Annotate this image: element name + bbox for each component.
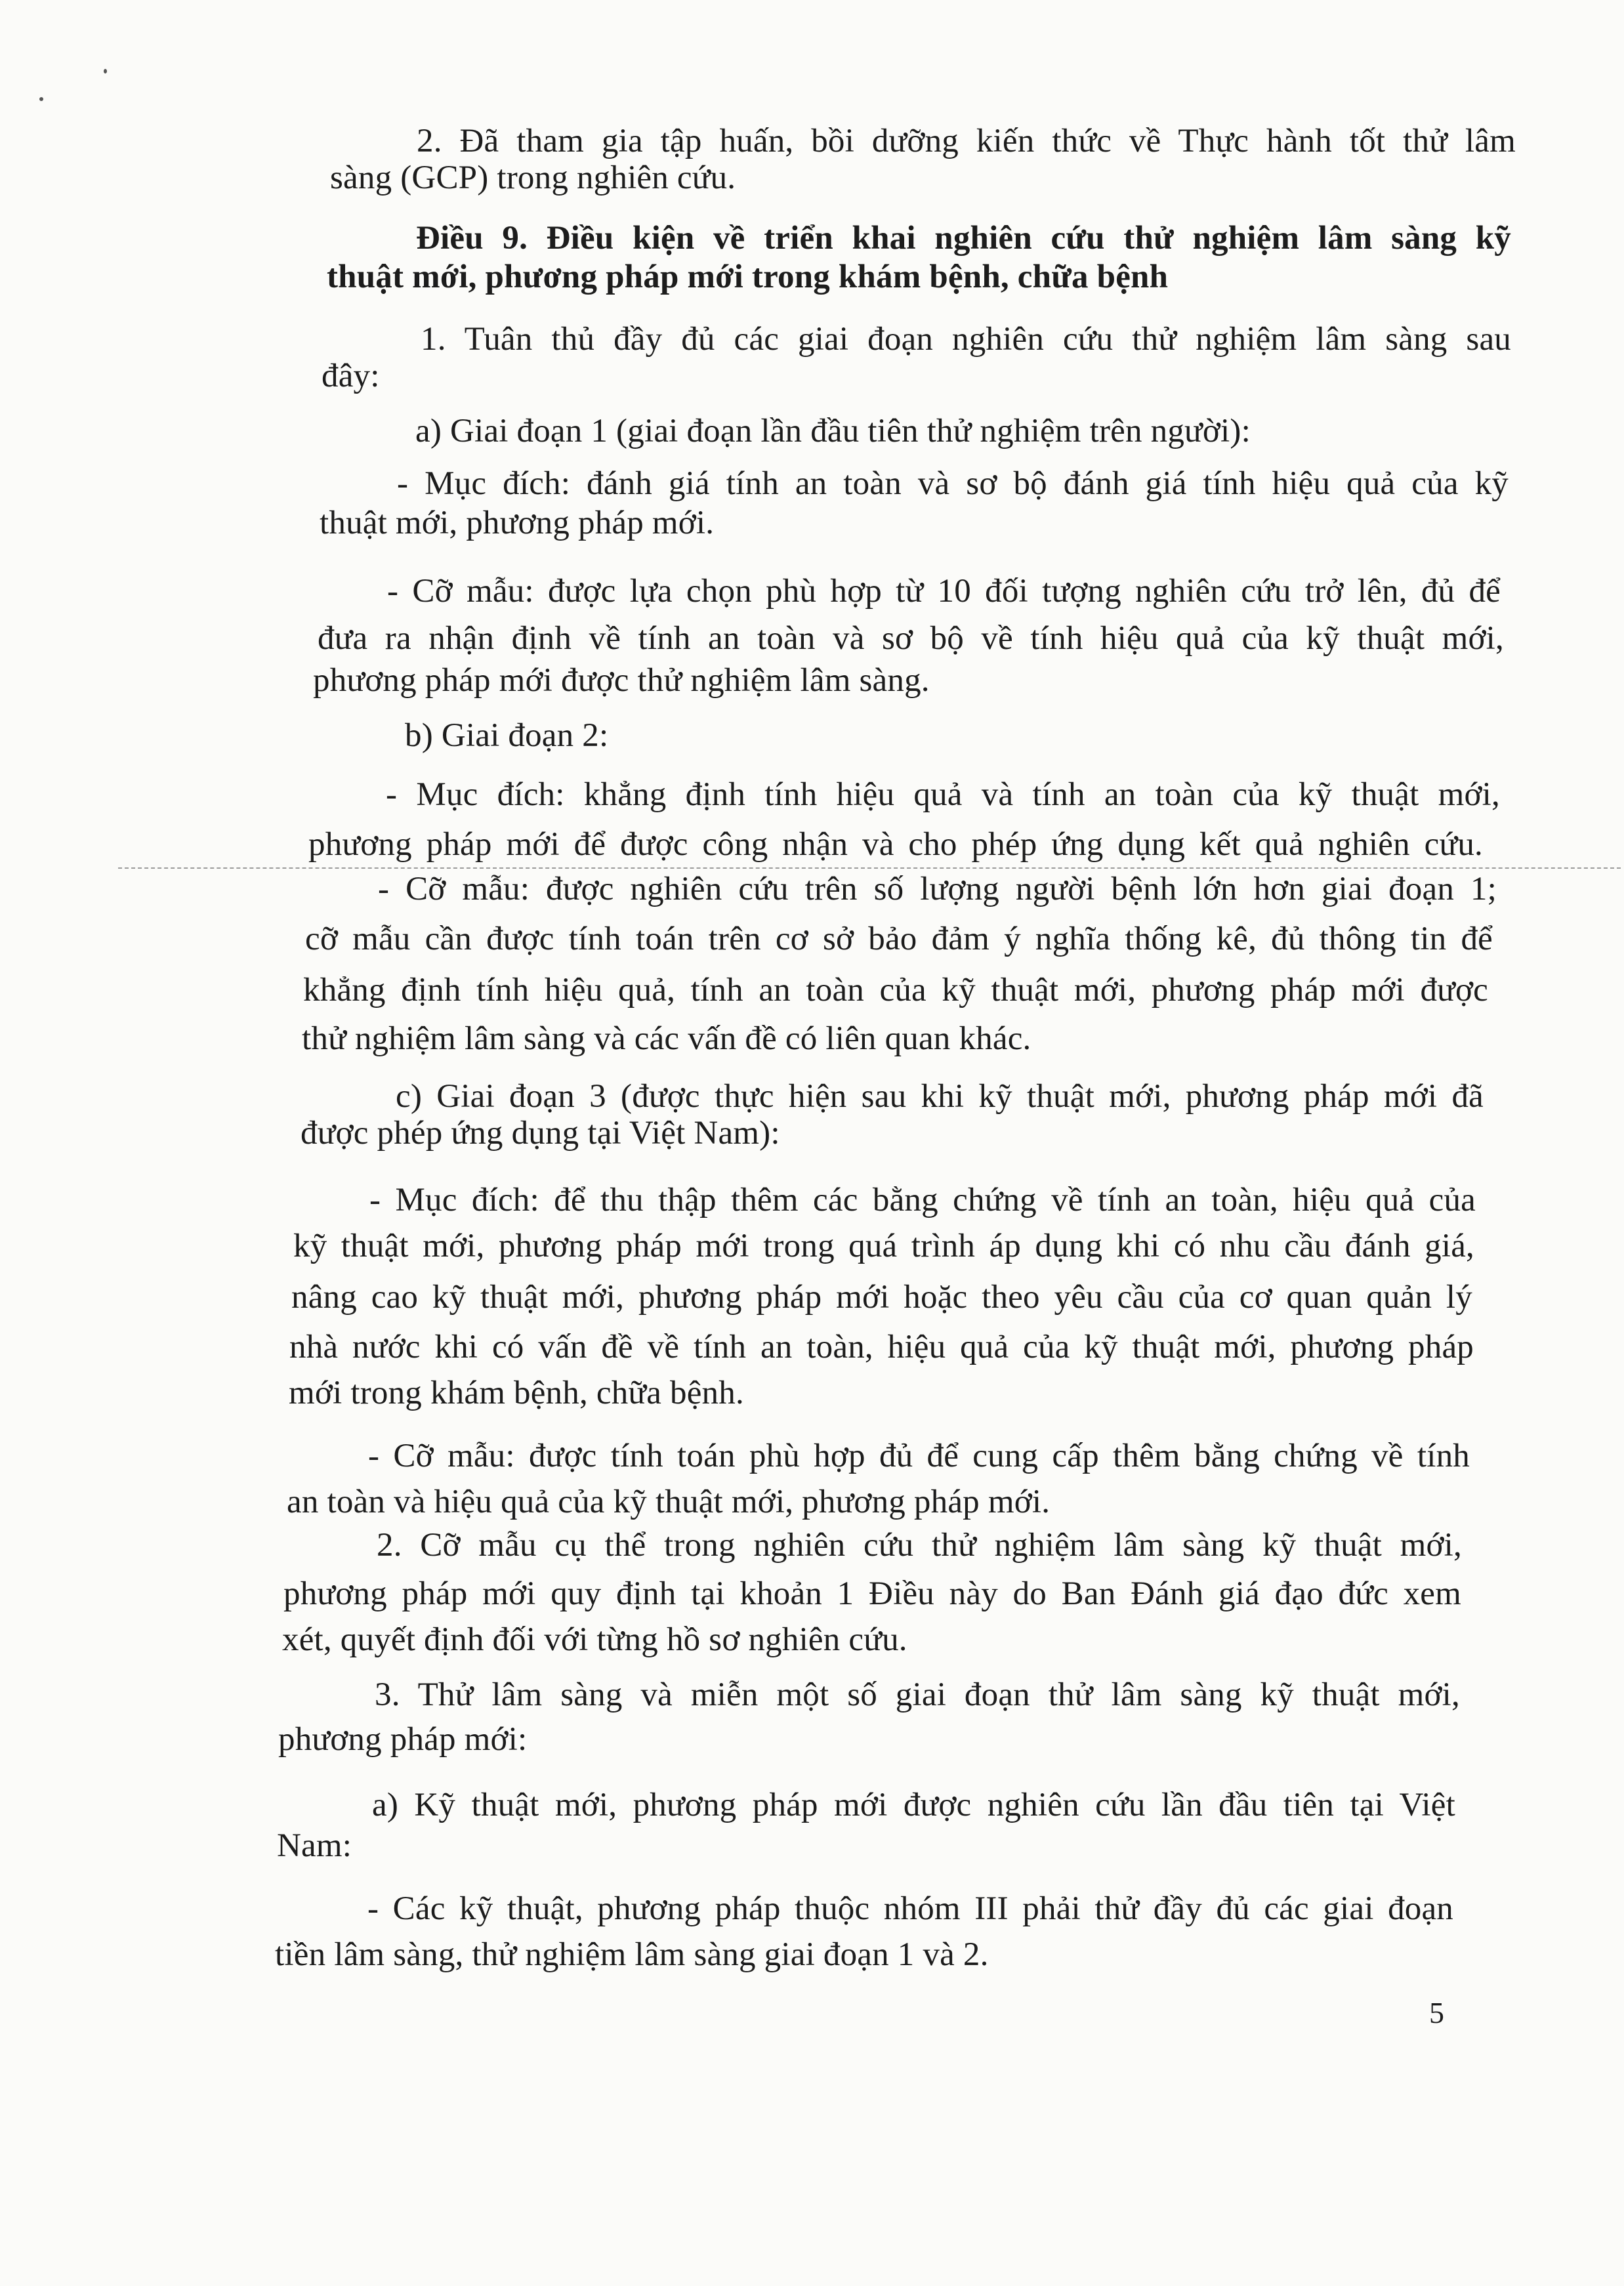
text-line: 3. Thử lâm sàng và miễn một số giai đoạn thử lâm sàng kỹ thuật mới,	[375, 1676, 1460, 1713]
text-line: đây:	[322, 358, 380, 394]
text-line: b) Giai đoạn 2:	[405, 717, 609, 754]
text-line: 2. Đã tham gia tập huấn, bồi dưỡng kiến thức về Thực hành tốt thử lâm	[417, 123, 1516, 159]
text-line: phương pháp mới quy định tại khoản 1 Điều này do Ban Đánh giá đạo đức xem	[283, 1575, 1461, 1612]
text-line: - Các kỹ thuật, phương pháp thuộc nhóm III phải thử đầy đủ các giai đoạn	[367, 1890, 1453, 1927]
page-number: 5	[1429, 1996, 1444, 2029]
text-line: - Cỡ mẫu: được tính toán phù hợp đủ để cung cấp thêm bằng chứng về tính	[368, 1438, 1470, 1474]
text-line: Nam:	[277, 1827, 352, 1864]
text-line: a) Giai đoạn 1 (giai đoạn lần đầu tiên thử nghiệm trên người):	[415, 413, 1251, 449]
scan-speck	[104, 69, 107, 73]
text-line: - Cỡ mẫu: được lựa chọn phù hợp từ 10 đối tượng nghiên cứu trở lên, đủ để	[387, 573, 1501, 610]
text-line: an toàn và hiệu quả của kỹ thuật mới, phương pháp mới.	[287, 1484, 1051, 1520]
text-line: xét, quyết định đối với từng hồ sơ nghiên cứu.	[282, 1621, 907, 1658]
text-line: c) Giai đoạn 3 (được thực hiện sau khi kỹ thuật mới, phương pháp mới đã	[396, 1078, 1484, 1115]
article-heading: Điều 9. Điều kiện về triển khai nghiên cứu thử nghiệm lâm sàng kỹ	[416, 220, 1511, 257]
text-line: đưa ra nhận định về tính an toàn và sơ bộ về tính hiệu quả của kỹ thuật mới,	[318, 620, 1504, 657]
text-line: tiền lâm sàng, thử nghiệm lâm sàng giai đoạn 1 và 2.	[275, 1936, 989, 1973]
text-line: phương pháp mới:	[278, 1721, 528, 1758]
text-line: sàng (GCP) trong nghiên cứu.	[330, 159, 736, 196]
text-line: thử nghiệm lâm sàng và các vấn đề có liên quan khác.	[302, 1020, 1031, 1057]
text-line: 2. Cỡ mẫu cụ thể trong nghiên cứu thử nghiệm lâm sàng kỹ thuật mới,	[377, 1527, 1462, 1564]
article-heading: thuật mới, phương pháp mới trong khám bệnh, chữa bệnh	[327, 259, 1169, 295]
text-line: cỡ mẫu cần được tính toán trên cơ sở bảo đảm ý nghĩa thống kê, đủ thông tin để	[305, 921, 1493, 957]
text-line: phương pháp mới được thử nghiệm lâm sàng.	[313, 662, 930, 699]
text-line: nâng cao kỹ thuật mới, phương pháp mới hoặc theo yêu cầu của cơ quan quản lý	[291, 1279, 1472, 1316]
text-line: - Mục đích: khẳng định tính hiệu quả và tính an toàn của kỹ thuật mới,	[386, 776, 1500, 813]
text-line: - Cỡ mẫu: được nghiên cứu trên số lượng người bệnh lớn hơn giai đoạn 1;	[378, 871, 1497, 907]
text-line: khẳng định tính hiệu quả, tính an toàn của kỹ thuật mới, phương pháp mới được	[303, 972, 1488, 1008]
text-line: nhà nước khi có vấn đề về tính an toàn, hiệu quả của kỹ thuật mới, phương pháp	[289, 1329, 1474, 1365]
text-line: a) Kỹ thuật mới, phương pháp mới được nghiên cứu lần đầu tiên tại Việt	[372, 1787, 1455, 1823]
scan-speck	[39, 97, 43, 101]
text-line: được phép ứng dụng tại Việt Nam):	[301, 1115, 780, 1152]
text-line: thuật mới, phương pháp mới.	[320, 505, 715, 541]
text-line: kỹ thuật mới, phương pháp mới trong quá trình áp dụng khi có nhu cầu đánh giá,	[293, 1228, 1474, 1264]
text-line: 1. Tuân thủ đầy đủ các giai đoạn nghiên cứu thử nghiệm lâm sàng sau	[421, 321, 1511, 358]
text-line: phương pháp mới để được công nhận và cho phép ứng dụng kết quả nghiên cứu.	[308, 826, 1483, 863]
text-line: - Mục đích: để thu thập thêm các bằng chứng về tính an toàn, hiệu quả của	[369, 1182, 1476, 1218]
text-line: - Mục đích: đánh giá tính an toàn và sơ bộ đánh giá tính hiệu quả của kỹ	[397, 465, 1509, 502]
text-line: mới trong khám bệnh, chữa bệnh.	[289, 1375, 744, 1411]
